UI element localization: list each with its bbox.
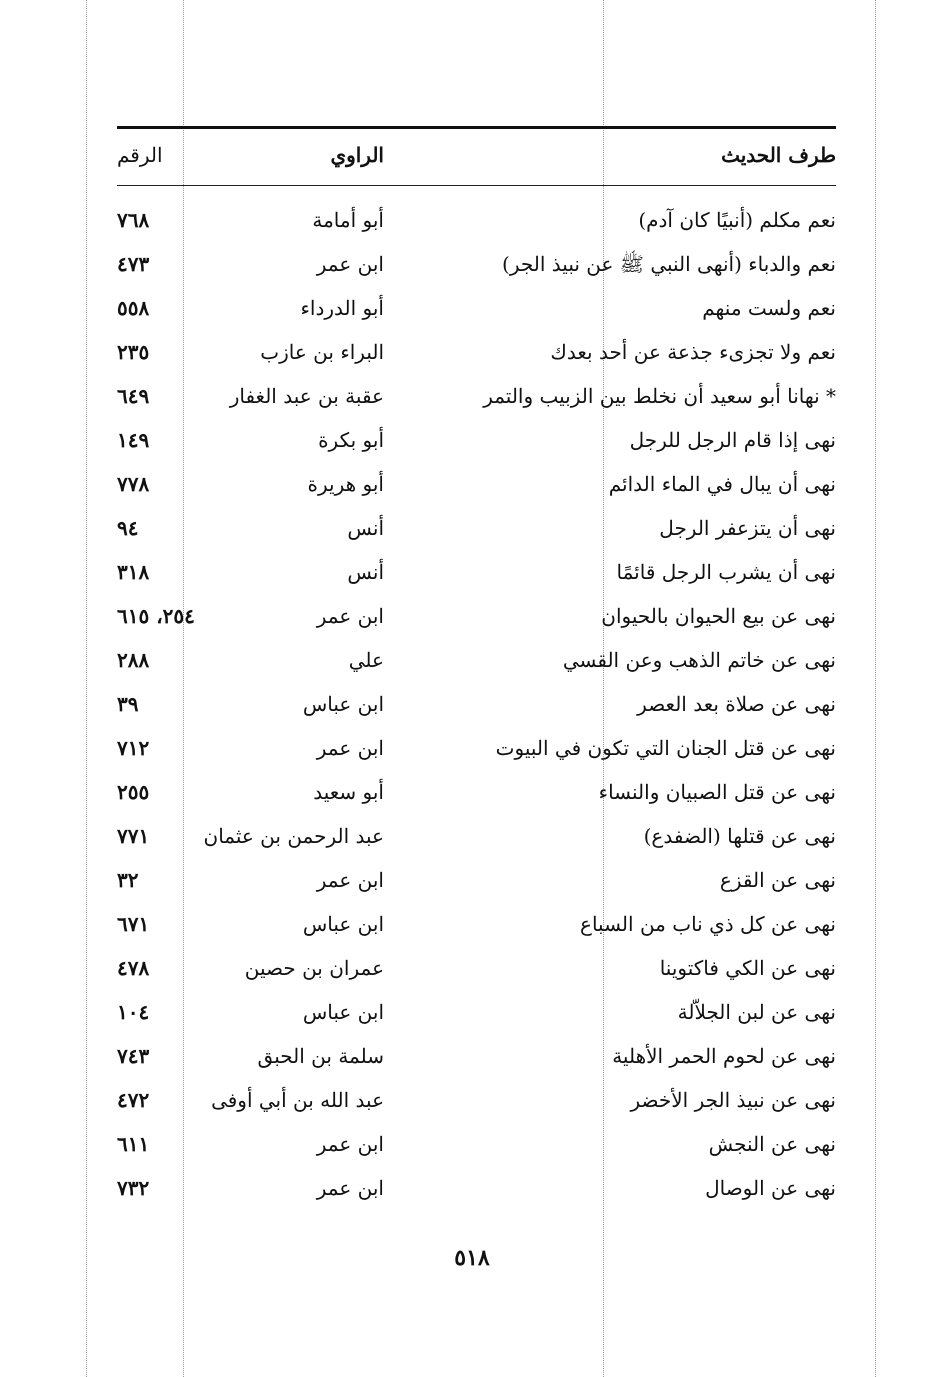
hadith-cell: نعم والدباء (أنهى النبي ﷺ عن نبيذ الجر) [502,252,836,276]
column-header-hadith: طرف الحديث [721,143,836,167]
table-row [117,374,836,418]
narrator-cell: ابن عباس [302,692,384,716]
number-cell [117,946,227,990]
scan-guide-line [86,0,87,1377]
narrator-cell: ابن عباس [302,1000,384,1024]
narrator-cell: ابن عمر [316,252,384,276]
number-cell [117,330,227,374]
hadith-cell: نهى عن قتلها (الضفدع) [643,824,836,848]
narrator-cell: أبو سعيد [313,780,384,804]
number-value: ٢٨٨ [117,648,150,672]
number-value: ٣١٨ [117,560,150,584]
table-row [117,638,836,682]
hadith-cell: نهى عن قتل الجنان التي تكون في البيوت [495,736,836,760]
narrator-cell: أنس [347,516,384,540]
table-row [117,462,836,506]
number-value: ١٠٤ [117,1000,150,1024]
number-cell [117,550,227,594]
number-value: ٦١١ [117,1132,150,1156]
number-value: ١٤٩ [117,428,150,452]
hadith-cell: نهى أن يشرب الرجل قائمًا [616,560,836,584]
hadith-cell: نهى عن الوصال [705,1176,836,1200]
hadith-cell: نهى عن قتل الصبيان والنساء [598,780,836,804]
number-value: ٧٤٣ [117,1044,150,1068]
header-bottom-rule [117,185,836,186]
number-cell [117,770,227,814]
number-cell [117,418,227,462]
number-cell [117,374,227,418]
narrator-cell: أبو بكرة [318,428,384,452]
number-value: ٥٥٨ [117,296,150,320]
number-cell [117,1122,227,1166]
number-cell [117,1078,227,1122]
table-row [117,594,836,638]
table-row [117,814,836,858]
table-row [117,946,836,990]
table-row [117,330,836,374]
narrator-cell: ابن عمر [316,868,384,892]
table-row [117,286,836,330]
hadith-cell: نهى أن يتزعفر الرجل [659,516,836,540]
number-cell [117,814,227,858]
number-value: ٩٤ [117,516,139,540]
table-row [117,418,836,462]
number-value: ٢٣٥ [117,340,150,364]
column-header-number: الرقم [117,143,163,167]
hadith-cell: نهى عن نبيذ الجر الأخضر [630,1088,836,1112]
narrator-cell: عمران بن حصين [244,956,384,980]
hadith-cell: نهى عن كل ذي ناب من السباع [580,912,836,936]
number-value: ٢٥٥ [117,780,150,804]
table-row [117,770,836,814]
table-row [117,506,836,550]
number-cell [117,242,227,286]
number-cell [117,990,227,1034]
narrator-cell: علي [348,648,384,672]
table-row [117,990,836,1034]
hadith-cell: نهى عن الكي فاكتوينا [659,956,836,980]
number-cell [117,286,227,330]
number-cell [117,1034,227,1078]
number-cell [117,902,227,946]
table-row [117,1078,836,1122]
number-cell [117,858,227,902]
number-cell [117,682,227,726]
hadith-cell: نهى عن لحوم الحمر الأهلية [612,1044,836,1068]
number-value: ٢٥٤، ٦١٥ [117,604,195,628]
number-value: ٤٧٣ [117,252,150,276]
table-row [117,198,836,242]
hadith-cell: نهى أن يبال في الماء الدائم [608,472,836,496]
column-header-narrator: الراوي [330,143,384,167]
number-value: ٧٦٨ [117,208,150,232]
narrator-cell: عبد الرحمن بن عثمان [203,824,384,848]
narrator-cell: ابن عمر [316,736,384,760]
hadith-cell: نعم مكلم (أنبيًا كان آدم) [638,208,836,232]
narrator-cell: ابن عباس [302,912,384,936]
hadith-cell: نهى عن بيع الحيوان بالحيوان [601,604,836,628]
table-row [117,550,836,594]
number-cell [117,462,227,506]
table-row [117,242,836,286]
number-value: ٧٧١ [117,824,150,848]
table-row [117,1122,836,1166]
narrator-cell: أنس [347,560,384,584]
number-value: ٤٧٢ [117,1088,150,1112]
hadith-cell: نهى إذا قام الرجل للرجل [629,428,836,452]
table-row [117,1034,836,1078]
table-row [117,858,836,902]
number-value: ٣٩ [117,692,139,716]
hadith-cell: نهى عن صلاة بعد العصر [637,692,836,716]
hadith-cell: نعم ولست منهم [702,296,836,320]
table-header-row [117,133,836,177]
narrator-cell: البراء بن عازب [260,340,384,364]
hadith-cell: نهى عن خاتم الذهب وعن القسي [562,648,836,672]
header-top-rule [117,126,836,129]
number-value: ٧٣٢ [117,1176,150,1200]
number-cell [117,1166,227,1210]
number-cell [117,726,227,770]
table-row [117,1166,836,1210]
number-value: ٧١٢ [117,736,150,760]
number-cell [117,198,227,242]
number-cell [117,594,227,638]
number-cell [117,638,227,682]
hadith-cell: نعم ولا تجزىء جذعة عن أحد بعدك [550,340,836,364]
number-value: ٦٧١ [117,912,150,936]
narrator-cell: عبد الله بن أبي أوفى [211,1088,384,1112]
number-value: ٤٧٨ [117,956,150,980]
table-row [117,902,836,946]
hadith-cell: نهى عن القزع [719,868,836,892]
narrator-cell: عقبة بن عبد الغفار [229,384,384,408]
table-row [117,682,836,726]
page-number: ٥١٨ [454,1245,490,1271]
narrator-cell: ابن عمر [316,604,384,628]
narrator-cell: أبو هريرة [307,472,384,496]
hadith-cell: * نهانا أبو سعيد أن نخلط بين الزبيب والتمر [483,384,836,408]
number-value: ٦٤٩ [117,384,150,408]
scan-guide-line [875,0,876,1377]
number-value: ٣٢ [117,868,139,892]
hadith-cell: نهى عن لبن الجلاّلة [677,1000,836,1024]
table-row [117,726,836,770]
narrator-cell: أبو أمامة [312,208,384,232]
narrator-cell: سلمة بن الحبق [257,1044,384,1068]
number-value: ٧٧٨ [117,472,150,496]
hadith-cell: نهى عن النجش [708,1132,836,1156]
narrator-cell: ابن عمر [316,1132,384,1156]
number-cell [117,506,227,550]
narrator-cell: ابن عمر [316,1176,384,1200]
narrator-cell: أبو الدرداء [300,296,384,320]
